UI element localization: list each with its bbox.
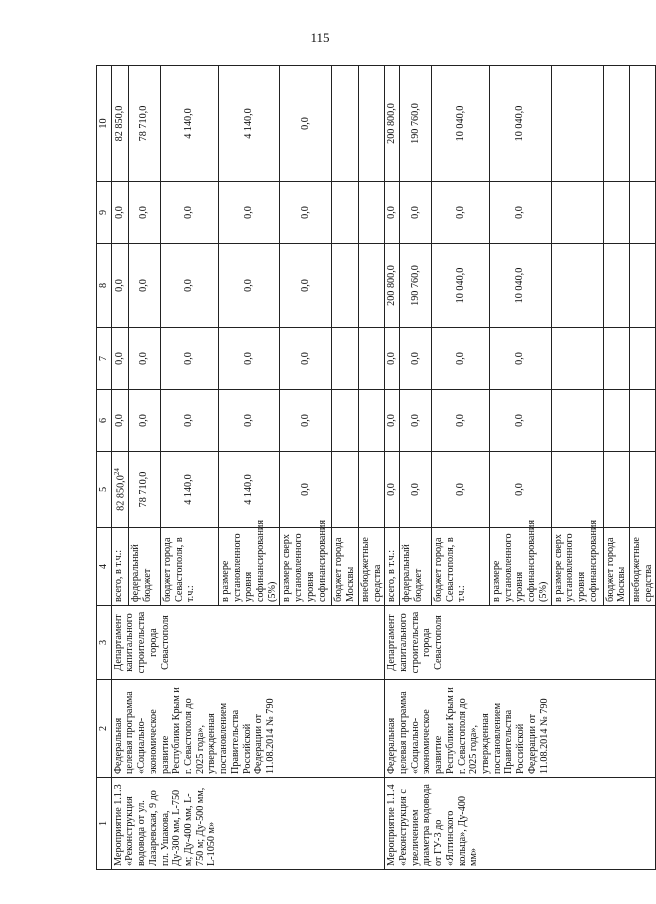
value-text: 0,0	[386, 414, 398, 427]
value-cell	[551, 328, 603, 390]
value-cell	[280, 452, 332, 528]
value-cell	[111, 452, 128, 528]
value-cell	[630, 244, 656, 328]
value-cell	[218, 328, 280, 390]
funding-source-cell: в размере сверх установленного уровня софинансирования	[280, 528, 332, 606]
executor-cell: Департамент капитального строительства города Севастополя	[385, 606, 656, 680]
value-cell	[385, 390, 400, 452]
value-cell	[358, 452, 384, 528]
program-cell: Федеральная целевая программа «Социально-экономическое развитие Республики Крым и г. Севастополя до 2025 года», утвержденная постановлением Правительства Российской Федерации от 11.08.2014 № 790	[111, 680, 385, 778]
value-text: 0,0	[454, 483, 466, 496]
value-cell	[280, 390, 332, 452]
funding-source-cell: федеральный бюджет	[400, 528, 432, 606]
value-cell	[400, 182, 432, 244]
value-cell	[490, 328, 552, 390]
value-cell	[432, 390, 490, 452]
value-cell	[160, 452, 218, 528]
value-cell	[630, 390, 656, 452]
value-text: 0,0	[409, 483, 421, 496]
value-cell	[385, 66, 400, 182]
funding-table	[96, 65, 656, 870]
value-text: 0,0	[300, 206, 312, 219]
value-cell	[603, 452, 629, 528]
value-text: 78 710,0	[138, 471, 150, 508]
value-cell	[332, 390, 358, 452]
value-cell	[400, 244, 432, 328]
value-cell	[280, 182, 332, 244]
value-text: 0,0	[454, 206, 466, 219]
value-cell	[630, 452, 656, 528]
value-cell	[490, 66, 552, 182]
value-text: 82 850,0	[115, 475, 127, 511]
value-cell	[160, 328, 218, 390]
value-text: 0,0	[138, 352, 150, 365]
value-cell	[603, 66, 629, 182]
value-text: 10 040,0	[514, 267, 526, 304]
col-header: 10	[97, 66, 112, 182]
value-cell	[630, 182, 656, 244]
value-text: 0,0	[409, 352, 421, 365]
value-text: 0,0	[138, 279, 150, 292]
value-cell	[630, 328, 656, 390]
value-cell	[603, 328, 629, 390]
value-cell	[603, 182, 629, 244]
value-text: 4 140,0	[183, 108, 195, 139]
value-text: 78 710,0	[138, 105, 150, 142]
value-cell	[358, 390, 384, 452]
value-text: 0,0	[300, 483, 312, 496]
value-cell	[111, 66, 128, 182]
value-cell	[128, 244, 160, 328]
value-cell	[128, 182, 160, 244]
value-cell	[218, 244, 280, 328]
value-text: 0,0	[454, 414, 466, 427]
value-text: 0,0	[514, 414, 526, 427]
funding-source-cell: в размере сверх установленного уровня софинансирования	[551, 528, 603, 606]
value-cell	[280, 66, 332, 182]
funding-source-cell: всего, в т.ч.:	[385, 528, 400, 606]
funding-source-cell: бюджет города Москвы	[603, 528, 629, 606]
value-cell	[128, 390, 160, 452]
value-cell	[490, 182, 552, 244]
value-text: 0,0	[386, 206, 398, 219]
value-cell	[400, 452, 432, 528]
value-cell	[111, 390, 128, 452]
value-text: 0,0	[243, 206, 255, 219]
value-cell	[358, 244, 384, 328]
value-cell	[218, 182, 280, 244]
value-cell	[490, 390, 552, 452]
value-text: 4 140,0	[183, 474, 195, 505]
funding-source-cell: внебюджетные средства	[630, 528, 656, 606]
col-header: 6	[97, 390, 112, 452]
col-header: 1	[97, 778, 112, 870]
value-cell	[218, 66, 280, 182]
value-cell	[630, 66, 656, 182]
col-header: 4	[97, 528, 112, 606]
value-cell	[385, 244, 400, 328]
value-text: 0,0	[386, 483, 398, 496]
value-cell	[385, 452, 400, 528]
value-text: 0,0	[183, 414, 195, 427]
value-text: 0,0	[113, 414, 125, 427]
value-text: 0,0	[113, 279, 125, 292]
value-text: 0,0	[243, 414, 255, 427]
value-cell	[432, 182, 490, 244]
value-cell	[128, 66, 160, 182]
value-cell	[551, 66, 603, 182]
value-cell	[160, 390, 218, 452]
value-cell	[128, 328, 160, 390]
value-text: 200 800,0	[386, 265, 398, 306]
value-cell	[490, 452, 552, 528]
value-cell	[160, 244, 218, 328]
value-text: 0,0	[243, 279, 255, 292]
value-cell	[551, 182, 603, 244]
funding-source-cell: федеральный бюджет	[128, 528, 160, 606]
value-cell	[111, 182, 128, 244]
value-cell	[280, 244, 332, 328]
rotated-table-container	[96, 66, 654, 870]
value-text: 0,0	[409, 206, 421, 219]
value-cell	[358, 328, 384, 390]
col-header: 7	[97, 328, 112, 390]
value-text: 0,0	[514, 206, 526, 219]
value-text: 190 760,0	[409, 103, 421, 144]
value-cell	[332, 182, 358, 244]
table-body	[111, 66, 656, 870]
value-cell	[332, 244, 358, 328]
value-text: 0,0	[514, 352, 526, 365]
value-cell	[432, 244, 490, 328]
value-text: 82 850,0	[113, 105, 125, 142]
funding-source-cell: бюджет города Севастополя, в т.ч.:	[160, 528, 218, 606]
value-cell	[358, 182, 384, 244]
value-text: 0,0	[138, 206, 150, 219]
value-cell	[551, 244, 603, 328]
value-text: 10 040,0	[454, 105, 466, 142]
col-header: 9	[97, 182, 112, 244]
value-text: 0,0	[454, 352, 466, 365]
value-cell	[603, 390, 629, 452]
header-row	[97, 66, 112, 870]
value-text: 4 140,0	[243, 108, 255, 139]
value-cell	[400, 328, 432, 390]
col-header: 2	[97, 680, 112, 778]
value-cell	[603, 244, 629, 328]
value-cell	[160, 182, 218, 244]
value-cell	[332, 66, 358, 182]
value-text: 0,0	[300, 414, 312, 427]
funding-source-cell: бюджет города Москвы	[332, 528, 358, 606]
page-number: 115	[310, 30, 330, 45]
footnote-marker: 24	[112, 468, 121, 476]
col-header: 8	[97, 244, 112, 328]
measure-name-cell: Мероприятие 1.1.4 «Реконструкция с увеличением диаметра водовода от ГУ-3 до «Ялтинского кольца», Ду-400 мм»	[385, 778, 656, 870]
value-cell	[400, 66, 432, 182]
funding-source-cell: в размере установленного уровня софинансирования (5%)	[218, 528, 280, 606]
value-text: 0,0	[514, 483, 526, 496]
value-cell	[400, 390, 432, 452]
funding-source-cell: всего, в т.ч.:	[111, 528, 128, 606]
value-cell	[432, 452, 490, 528]
value-text: 0,0	[300, 279, 312, 292]
value-text: 0,0	[300, 352, 312, 365]
value-cell	[385, 328, 400, 390]
value-text: 0,0	[183, 352, 195, 365]
value-text: 0,0	[386, 352, 398, 365]
table-row	[385, 66, 400, 870]
value-cell	[111, 328, 128, 390]
value-cell	[332, 452, 358, 528]
funding-source-cell: в размере установленного уровня софинансирования (5%)	[490, 528, 552, 606]
value-text: 0,0	[300, 117, 312, 130]
value-cell	[432, 66, 490, 182]
value-cell	[280, 328, 332, 390]
value-cell	[358, 66, 384, 182]
value-cell	[432, 328, 490, 390]
value-text: 0,0	[113, 352, 125, 365]
value-text: 10 040,0	[454, 267, 466, 304]
program-cell: Федеральная целевая программа «Социально-экономическое развитие Республики Крым и г. Севастополя до 2025 года», утвержденная постановлением Правительства Российской Федерации от 11.08.2014 № 790	[385, 680, 656, 778]
value-cell	[551, 390, 603, 452]
value-text: 0,0	[138, 414, 150, 427]
value-cell	[332, 328, 358, 390]
value-text: 10 040,0	[514, 105, 526, 142]
value-cell	[128, 452, 160, 528]
value-text: 0,0	[183, 279, 195, 292]
value-text: 0,0	[183, 206, 195, 219]
measure-name-cell: Мероприятие 1.1.3 «Реконструкция водовода от ул. Лазаревская, 9 до пл. Ушакова, Ду-300 мм, L-750 м; Ду-400 мм, L-750 м; Ду-500 мм, L-1050 м»	[111, 778, 385, 870]
value-text: 0,0	[243, 352, 255, 365]
value-cell	[218, 452, 280, 528]
table-row	[111, 66, 128, 870]
value-text: 4 140,0	[243, 474, 255, 505]
value-cell	[160, 66, 218, 182]
value-text: 200 800,0	[386, 103, 398, 144]
value-text: 0,0	[409, 414, 421, 427]
funding-source-cell: внебюджетные средства	[358, 528, 384, 606]
col-header: 3	[97, 606, 112, 680]
value-text: 0,0	[113, 206, 125, 219]
value-cell	[218, 390, 280, 452]
funding-source-cell: бюджет города Севастополя, в т.ч.:	[432, 528, 490, 606]
value-text: 190 760,0	[409, 265, 421, 306]
value-cell	[490, 244, 552, 328]
value-cell	[551, 452, 603, 528]
col-header: 5	[97, 452, 112, 528]
value-cell	[385, 182, 400, 244]
executor-cell: Департамент капитального строительства города Севастополя	[111, 606, 385, 680]
value-cell	[111, 244, 128, 328]
